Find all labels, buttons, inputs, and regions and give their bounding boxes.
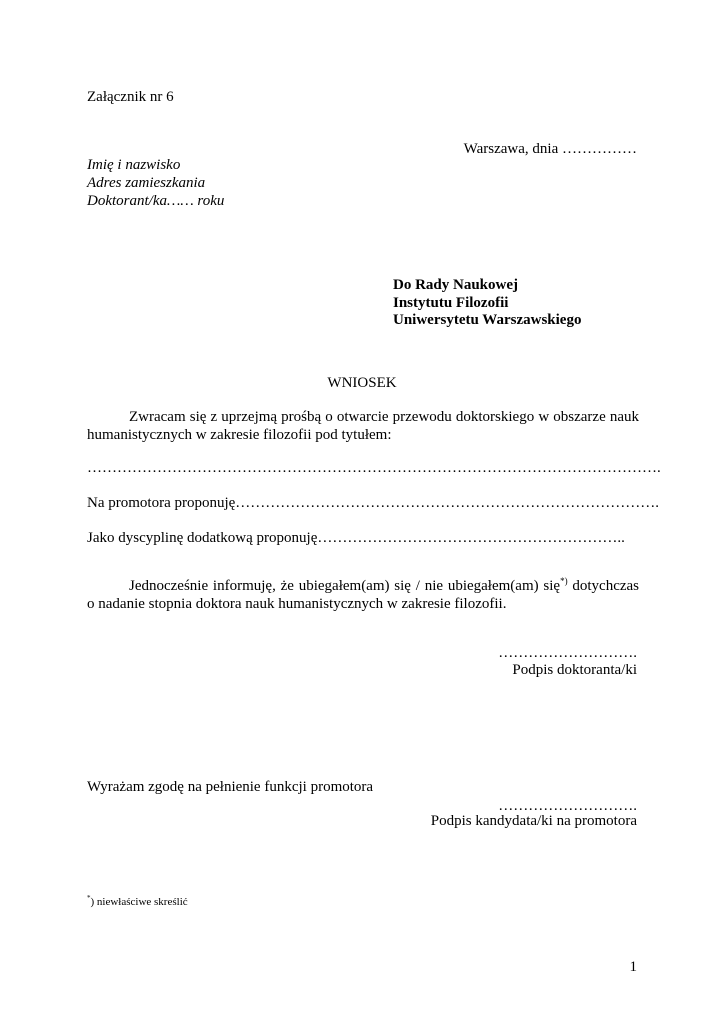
thesis-title-dots: ……………………………………………………………………………………………………. [87, 460, 661, 476]
recipient-line-3: Uniwersytetu Warszawskiego [393, 312, 582, 328]
promoter-signature-label: Podpis kandydata/ki na promotora [430, 813, 637, 829]
sender-name: Imię i nazwisko [87, 157, 181, 173]
consent-statement: Wyrażam zgodę na pełnienie funkcji promotora [87, 779, 374, 795]
request-text: Zwracam się z uprzejmą prośbą o otwarcie przewodu doktorskiego w obszarze nauk humanistycznych w zakresie filozofii pod tytułem: [87, 409, 639, 443]
sender-address: Adres zamieszkania [87, 175, 206, 191]
sender-doctoral-year: Doktorant/ka…… roku [87, 193, 225, 209]
footnote-text: ) niewłaściwe skreślić [90, 896, 188, 908]
information-paragraph [87, 577, 639, 613]
footnote [87, 893, 188, 911]
info-text-part2: dotychczas o nadanie stopnia doktora nauk humanistycznych w zakresie filozofii. [87, 578, 640, 612]
recipient-line-1: Do Rady Naukowej [393, 277, 519, 293]
recipient-line-2: Instytutu Filozofii [393, 295, 509, 311]
promoter-signature-dots: ………………………. [498, 798, 637, 814]
discipline-line: Jako dyscyplinę dodatkową proponuję…………………………………………………….. [87, 530, 625, 546]
candidate-signature-dots: ………………………. [498, 645, 637, 661]
promoter-line: Na promotora proponuję…………………………………………………………………………. [87, 495, 660, 511]
candidate-signature-label: Podpis doktoranta/ki [512, 662, 637, 678]
info-text-part1: Jednocześnie informuję, że ubiegałem(am) się / nie ubiegałem(am) się [129, 578, 561, 594]
attachment-label: Załącznik nr 6 [87, 89, 174, 105]
footnote-marker: *) [560, 576, 568, 586]
document-title: WNIOSEK [327, 375, 397, 391]
page-number: 1 [629, 959, 637, 975]
request-paragraph [87, 408, 639, 444]
place-date-line: Warszawa, dnia …………… [463, 141, 637, 157]
footnote-mark: * [87, 894, 91, 902]
